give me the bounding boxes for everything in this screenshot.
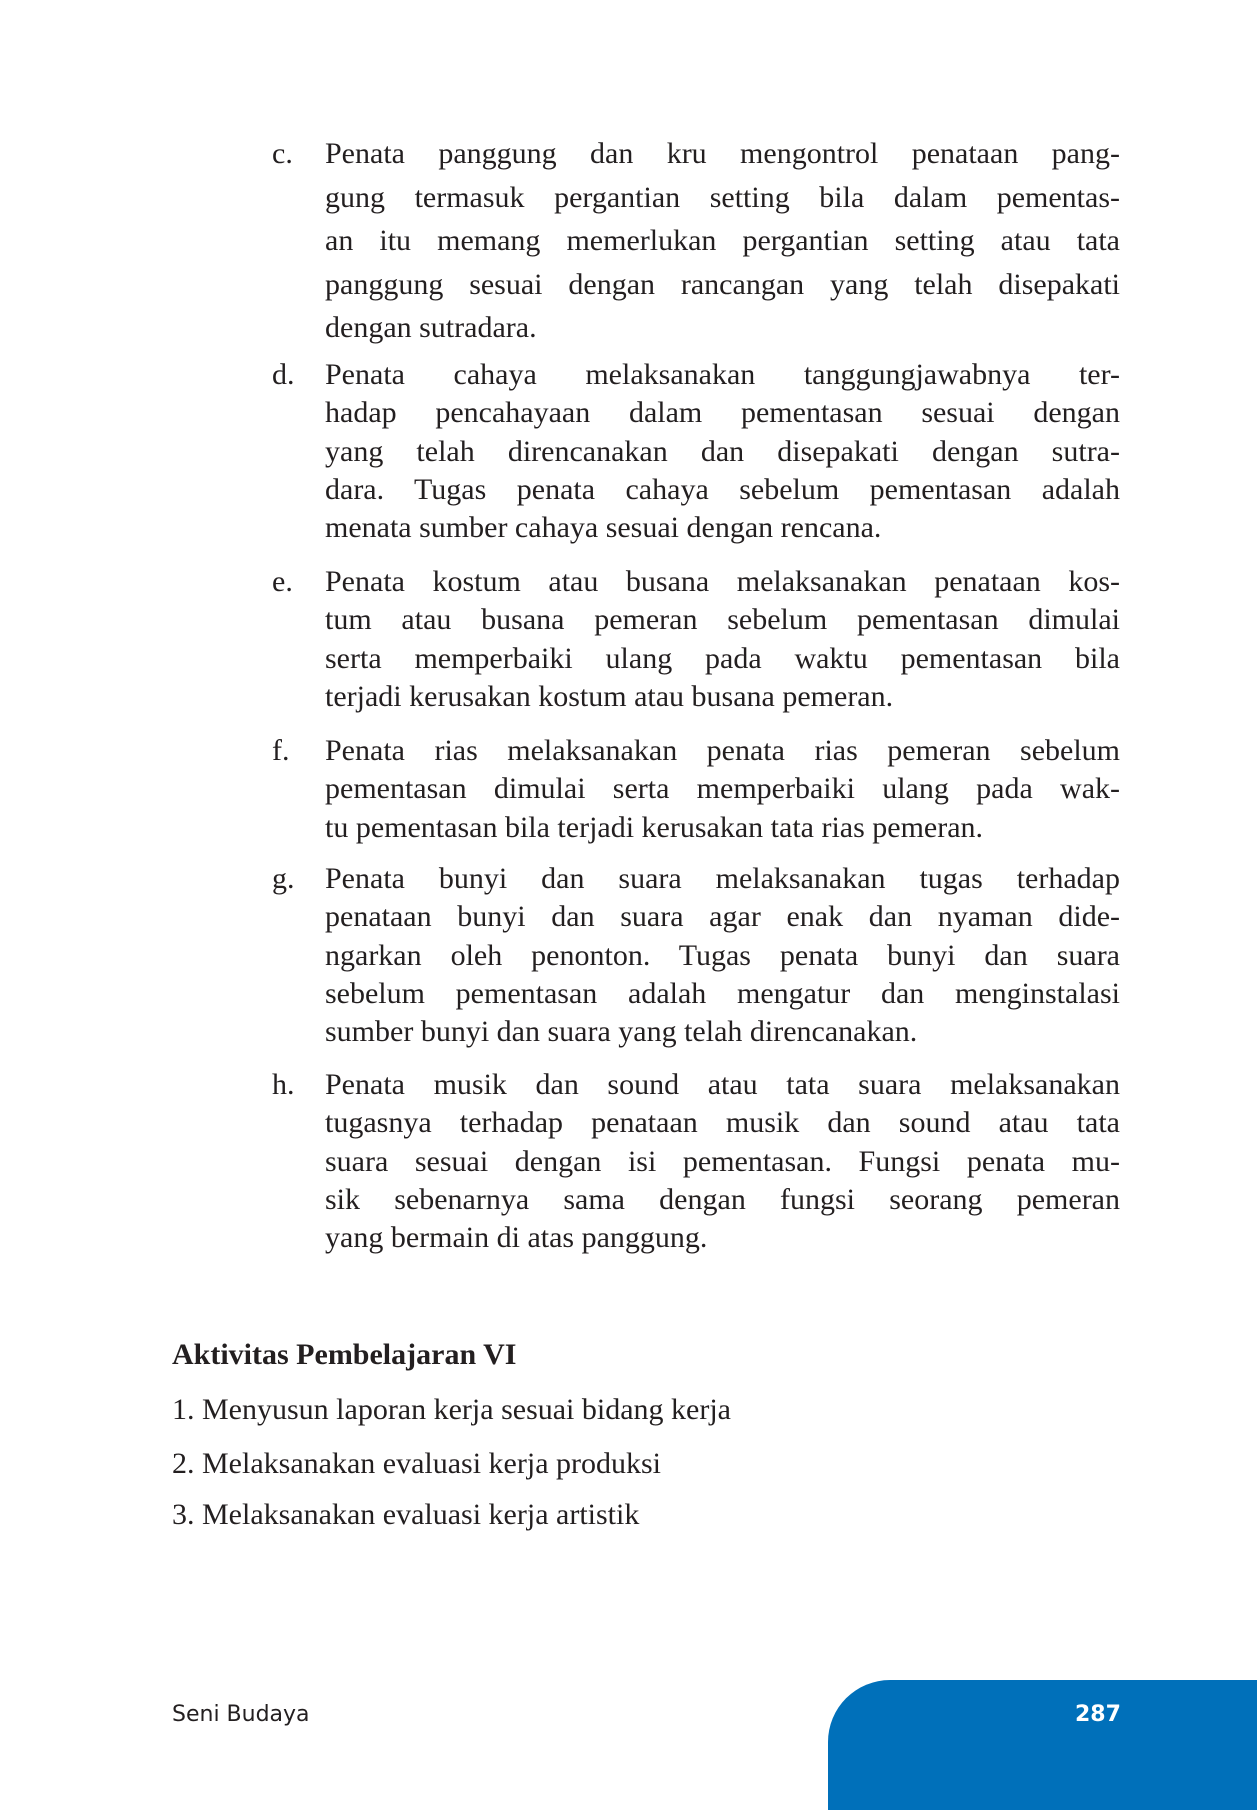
page-number: 287 <box>1075 1702 1121 1727</box>
activity-item: 3. Melaksanakan evaluasi kerja artistik <box>172 1498 640 1531</box>
activity-item: 1. Menyusun laporan kerja sesuai bidang kerja <box>172 1393 731 1426</box>
text-line: gung termasuk pergantian setting bila dalam pementas- <box>325 180 1120 214</box>
list-item-text <box>325 356 1120 547</box>
page-number-tab <box>828 1680 1257 1810</box>
text-line: penataan bunyi dan suara agar enak dan nyaman dide- <box>325 900 1120 934</box>
list-marker: c. <box>272 137 293 170</box>
text-line: sebelum pementasan adalah mengatur dan menginstalasi <box>325 976 1120 1010</box>
list-item-text <box>325 1066 1120 1257</box>
text-line: terjadi kerusakan kostum atau busana pemeran. <box>325 679 894 713</box>
list-marker: g. <box>272 862 295 895</box>
text-line: tum atau busana pemeran sebelum pementasan dimulai <box>325 603 1120 637</box>
text-line: Penata panggung dan kru mengontrol penataan pang- <box>325 137 1120 170</box>
text-line: sik sebenarnya sama dengan fungsi seorang pemeran <box>325 1182 1120 1216</box>
list-marker: f. <box>272 734 290 767</box>
text-line: sumber bunyi dan suara yang telah direncanakan. <box>325 1015 918 1049</box>
text-line: suara sesuai dengan isi pementasan. Fungsi penata mu- <box>325 1144 1120 1178</box>
section-heading: Aktivitas Pembelajaran VI <box>172 1338 517 1371</box>
text-line: yang bermain di atas panggung. <box>325 1221 708 1255</box>
list-item-text <box>325 132 1120 350</box>
text-line: hadap pencahayaan dalam pementasan sesuai dengan <box>325 396 1120 430</box>
text-line: tugasnya terhadap penataan musik dan sound atau tata <box>325 1106 1120 1140</box>
text-line: Penata bunyi dan suara melaksanakan tugas terhadap <box>325 862 1120 895</box>
text-line: tu pementasan bila terjadi kerusakan tata rias pemeran. <box>325 810 984 844</box>
text-line: ngarkan oleh penonton. Tugas penata bunyi dan suara <box>325 938 1120 972</box>
text-line: Penata kostum atau busana melaksanakan penataan kos- <box>325 565 1120 598</box>
text-line: an itu memang memerlukan pergantian setting atau tata <box>325 224 1120 257</box>
book-title: Seni Budaya <box>172 1702 310 1727</box>
list-marker: d. <box>272 358 295 391</box>
list-marker: e. <box>272 565 293 598</box>
text-line: Penata cahaya melaksanakan tanggungjawabnya ter- <box>325 358 1120 391</box>
activity-item: 2. Melaksanakan evaluasi kerja produksi <box>172 1447 662 1480</box>
text-line: Penata rias melaksanakan penata rias pemeran sebelum <box>325 734 1120 767</box>
list-item-text <box>325 860 1120 1051</box>
text-line: serta memperbaiki ulang pada waktu pementasan bila <box>325 641 1120 675</box>
text-line: panggung sesuai dengan rancangan yang telah disepakati <box>325 267 1120 301</box>
text-line: yang telah direncanakan dan disepakati dengan sutra- <box>325 434 1120 468</box>
text-line: pementasan dimulai serta memperbaiki ulang pada wak- <box>325 772 1120 806</box>
text-line: menata sumber cahaya sesuai dengan rencana. <box>325 511 882 545</box>
list-marker: h. <box>272 1068 295 1101</box>
list-item-text <box>325 732 1120 847</box>
text-line: dengan sutradara. <box>325 311 537 344</box>
text-line: dara. Tugas penata cahaya sebelum pementasan adalah <box>325 472 1120 506</box>
text-line: Penata musik dan sound atau tata suara melaksanakan <box>325 1068 1120 1101</box>
list-item-text <box>325 563 1120 716</box>
